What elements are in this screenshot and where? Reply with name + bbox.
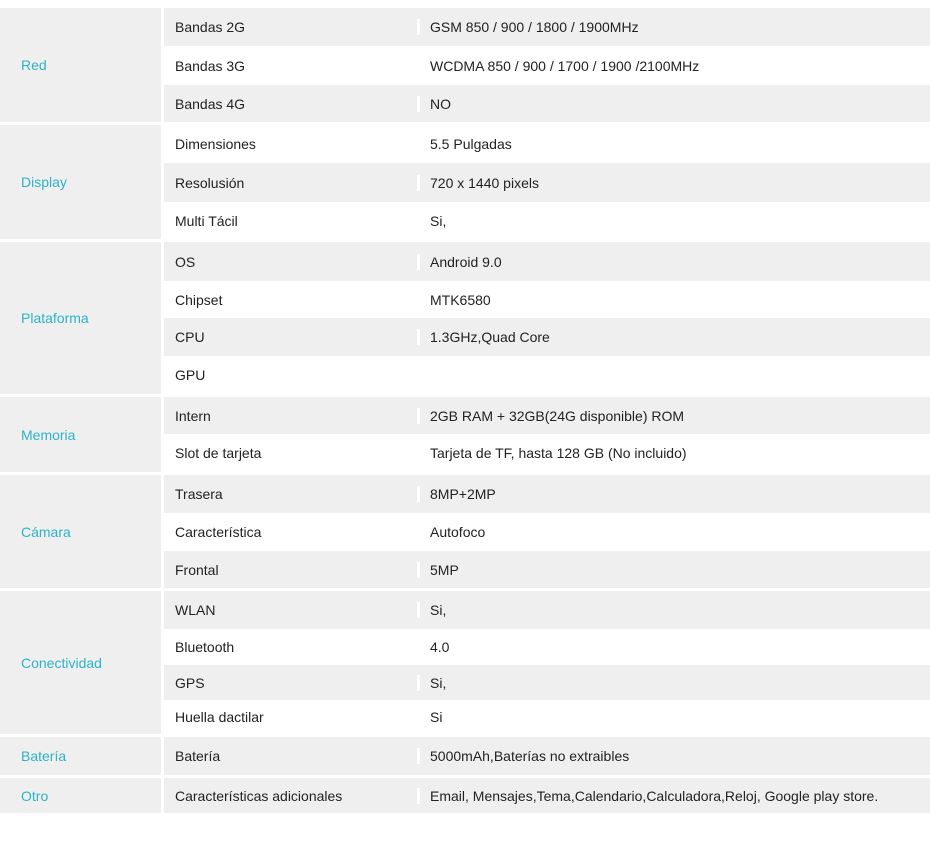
spec-value: Si, [417, 213, 930, 229]
spec-label: Huella dactilar [175, 709, 264, 725]
spec-value: 720 x 1440 pixels [417, 175, 930, 191]
spec-label: Resolusión [175, 174, 245, 191]
spec-value: 5.5 Pulgadas [417, 136, 930, 152]
category-label: Otro [0, 778, 161, 813]
spec-value: 5MP [417, 562, 930, 578]
spec-row [164, 281, 930, 318]
spec-row [164, 629, 930, 665]
spec-row [164, 591, 930, 629]
spec-group [0, 8, 930, 122]
spec-label: GPS [175, 674, 205, 691]
spec-value: 2GB RAM + 32GB(24G disponible) ROM [417, 408, 930, 424]
spec-row [164, 475, 930, 513]
spec-label: Slot de tarjeta [175, 445, 262, 461]
category-label: Conectividad [0, 591, 161, 734]
spec-value: 1.3GHz,Quad Core [417, 329, 930, 345]
spec-label: Bluetooth [175, 639, 235, 655]
category-label: Batería [0, 737, 161, 775]
spec-value: 5000mAh,Baterías no extraibles [417, 748, 930, 764]
spec-rows [164, 591, 930, 734]
spec-label: Bandas 2G [175, 19, 246, 35]
spec-label: Trasera [175, 486, 223, 502]
spec-label: Bandas 4G [175, 95, 246, 112]
spec-row [164, 700, 930, 734]
spec-label: Frontal [175, 561, 219, 578]
spec-row [164, 202, 930, 239]
spec-row [164, 434, 930, 472]
spec-label: OS [175, 253, 196, 270]
spec-row [164, 318, 930, 356]
spec-label: Batería [175, 748, 221, 764]
spec-value: Si, [417, 675, 930, 691]
spec-label: WLAN [175, 602, 216, 618]
spec-rows [164, 737, 930, 775]
spec-value: Si, [417, 602, 930, 618]
spec-value: 4.0 [417, 639, 930, 655]
spec-label: Intern [175, 407, 211, 424]
spec-group [0, 125, 930, 239]
spec-value: WCDMA 850 / 900 / 1700 / 1900 /2100MHz [417, 58, 930, 74]
spec-value: MTK6580 [417, 292, 930, 308]
spec-group [0, 778, 930, 813]
spec-group [0, 475, 930, 588]
spec-group [0, 591, 930, 734]
category-label: Red [0, 8, 161, 122]
spec-value: GSM 850 / 900 / 1800 / 1900MHz [417, 19, 930, 35]
spec-row [164, 778, 930, 813]
category-label: Memoria [0, 397, 161, 472]
category-label: Plataforma [0, 242, 161, 394]
spec-row [164, 242, 930, 281]
category-label: Cámara [0, 475, 161, 588]
spec-row [164, 513, 930, 551]
spec-value: Tarjeta de TF, hasta 128 GB (No incluido) [417, 445, 930, 461]
spec-row [164, 163, 930, 202]
spec-value: 8MP+2MP [417, 486, 930, 502]
spec-row [164, 46, 930, 85]
spec-row [164, 125, 930, 163]
spec-value: Android 9.0 [417, 254, 930, 270]
category-label: Display [0, 125, 161, 239]
spec-value: Si [417, 709, 930, 725]
spec-row [164, 665, 930, 700]
spec-value: Email, Mensajes,Tema,Calendario,Calculadora,Reloj, Google play store. [417, 788, 930, 804]
spec-rows [164, 8, 930, 122]
spec-group [0, 397, 930, 472]
spec-rows [164, 778, 930, 813]
spec-value: NO [417, 96, 930, 112]
spec-row [164, 397, 930, 434]
spec-label: GPU [175, 367, 206, 383]
spec-label: Características adicionales [175, 787, 343, 804]
spec-rows [164, 242, 930, 394]
spec-row [164, 356, 930, 394]
spec-rows [164, 475, 930, 588]
spec-label: Dimensiones [175, 136, 256, 152]
spec-value: Autofoco [417, 524, 930, 540]
spec-row [164, 737, 930, 775]
spec-rows [164, 125, 930, 239]
spec-label: Característica [175, 524, 262, 540]
spec-rows [164, 397, 930, 472]
spec-row [164, 551, 930, 588]
spec-group [0, 242, 930, 394]
spec-label: CPU [175, 329, 205, 345]
spec-row [164, 8, 930, 46]
spec-group [0, 737, 930, 775]
spec-label: Multi Tácil [175, 212, 238, 229]
spec-row [164, 85, 930, 122]
spec-table [0, 8, 930, 816]
spec-label: Bandas 3G [175, 57, 246, 74]
spec-label: Chipset [175, 291, 223, 308]
